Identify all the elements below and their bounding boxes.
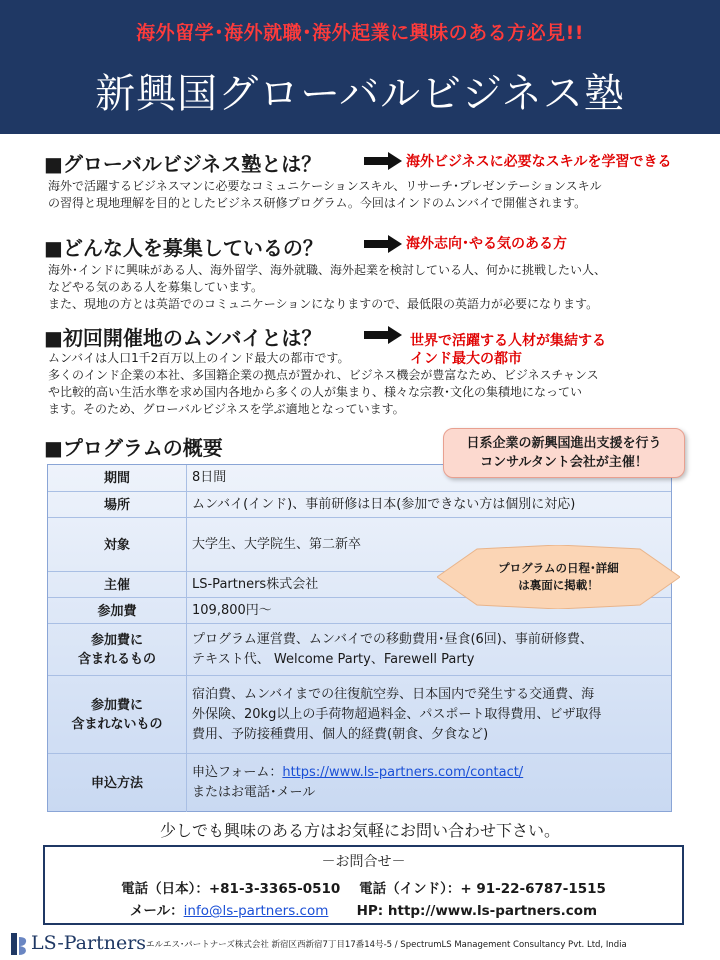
row-value: 宿泊費、ムンバイまでの往復航空券、日本国内で発生する交通費、海 外保険、20kg以上の手荷物超過料金、パスポート取得費用、ビザ取得 費用、予防接種費用、個人的経費(朝食、夕食など) — [192, 687, 602, 742]
row-label: 期間 — [48, 465, 187, 491]
row-label: 主催 — [48, 572, 187, 598]
section-heading-about: ■グローバルビジネス塾とは？ — [44, 152, 322, 176]
schedule-starburst: プログラムの日程･詳細 は裏面に掲載！ — [437, 545, 680, 609]
arrow-right-icon — [364, 152, 402, 170]
contact-title: －お問合せ－ — [321, 854, 406, 870]
section-note-mumbai-1: 世界で活躍する人材が集結する — [410, 333, 606, 349]
arrow-right-icon — [364, 326, 402, 344]
contact-box — [43, 845, 684, 925]
row-label: 参加費 — [48, 598, 187, 624]
page-title: 新興国グローバルビジネス塾 — [95, 71, 625, 117]
row-value: ムンバイ(インド)、事前研修は日本(参加できない方は個別に対応) — [192, 497, 576, 512]
section-note-mumbai-2: インド最大の都市 — [410, 351, 522, 367]
row-value: 8日間 — [192, 470, 227, 485]
row-label: 参加費に 含まれるもの — [48, 624, 187, 676]
footer — [0, 928, 720, 960]
row-value: LS-Partners株式会社 — [192, 577, 319, 592]
row-value: プログラム運営費、ムンバイでの移動費用･昼食(6回)、事前研修費、 テキスト代、 Welcome Party、Farewell Party — [192, 632, 593, 667]
row-label: 参加費に 含まれないもの — [48, 676, 187, 754]
header-banner — [0, 0, 720, 134]
section-heading-mumbai: ■初回開催地のムンバイとは？ — [44, 326, 322, 350]
contact-phones: 電話（日本）：+81-3-3365-0510 電話（インド）：+ 91-22-6787-1515 — [121, 881, 606, 897]
phone-japan[interactable]: +81-3-3365-0510 — [208, 881, 341, 897]
contact-web: メール：info@ls-partners.com HP: http://www.ls-partners.com — [129, 903, 598, 919]
section-body-about: 海外で活躍するビジネスマンに必要なコミュニケーションスキル、リサーチ･プレゼンテーションスキル の習得と現地理解を目的としたビジネス研修プログラム。今回はインドのムンバイで開催されます。 — [48, 179, 602, 210]
row-value: 109,800円～ — [192, 603, 272, 618]
row-value: 大学生、大学院生、第二新卒 — [192, 537, 362, 552]
table-row — [48, 753, 671, 812]
table-row — [48, 675, 671, 754]
row-value: 申込フォーム：https://www.ls-partners.com/contact/ またはお電話･メール — [192, 765, 524, 800]
section-heading-program: ■プログラムの概要 — [44, 436, 223, 460]
company-logo-text: LS-Partners — [31, 932, 147, 954]
contact-form-link[interactable]: https://www.ls-partners.com/contact/ — [282, 765, 524, 780]
section-heading-target: ■どんな人を募集しているの？ — [44, 236, 323, 260]
email-link[interactable]: info@ls-partners.com — [183, 903, 329, 919]
row-label: 場所 — [48, 492, 187, 518]
row-label: 申込方法 — [48, 754, 187, 812]
section-note-about: 海外ビジネスに必要なスキルを学習できる — [406, 154, 672, 170]
organizer-callout: 日系企業の新興国進出支援を行う コンサルタント会社が主催！ — [443, 428, 685, 478]
section-body-mumbai: ムンバイは人口1千2百万以上のインド最大の都市です。 多くのインド企業の本社、多国籍企業の拠点が置かれ、ビジネス機会が豊富なため、ビジネスチャンス や比較的高い生活水準を求め国内各地から多くの人が集まり、様々な宗教･文化の集積地になってい ます。そのため、グローバルビジネスを学ぶ適地となっています。 — [48, 351, 599, 416]
section-body-target: 海外･インドに興味がある人、海外留学、海外就職、海外起業を検討している人、何かに挑戦したい人、 などやる気のある人を募集しています。 また、現地の方とは英語でのコミュニケーションになりますので、最低限の英語力が必要になります。 — [48, 263, 607, 311]
table-row — [48, 623, 671, 676]
table-row — [48, 491, 671, 518]
phone-india[interactable]: + 91-22-6787-1515 — [460, 881, 606, 897]
company-logo-icon — [10, 933, 28, 955]
invite-text: 少しでも興味のある方はお気軽にお問い合わせ下さい。 — [159, 821, 560, 840]
arrow-right-icon — [364, 235, 402, 253]
row-label: 対象 — [48, 518, 187, 572]
section-note-target: 海外志向･やる気のある方 — [406, 236, 567, 252]
program-table — [47, 464, 672, 812]
homepage-link[interactable]: http://www.ls-partners.com — [387, 903, 598, 919]
header-tagline: 海外留学･海外就職･海外起業に興味のある方必見!! — [136, 22, 584, 44]
footer-address: エルエス･パートナーズ株式会社 新宿区西新宿7丁目17番14号-5 / SpectrumLS Management Consultancy Pvt. Ltd, India — [146, 940, 627, 950]
